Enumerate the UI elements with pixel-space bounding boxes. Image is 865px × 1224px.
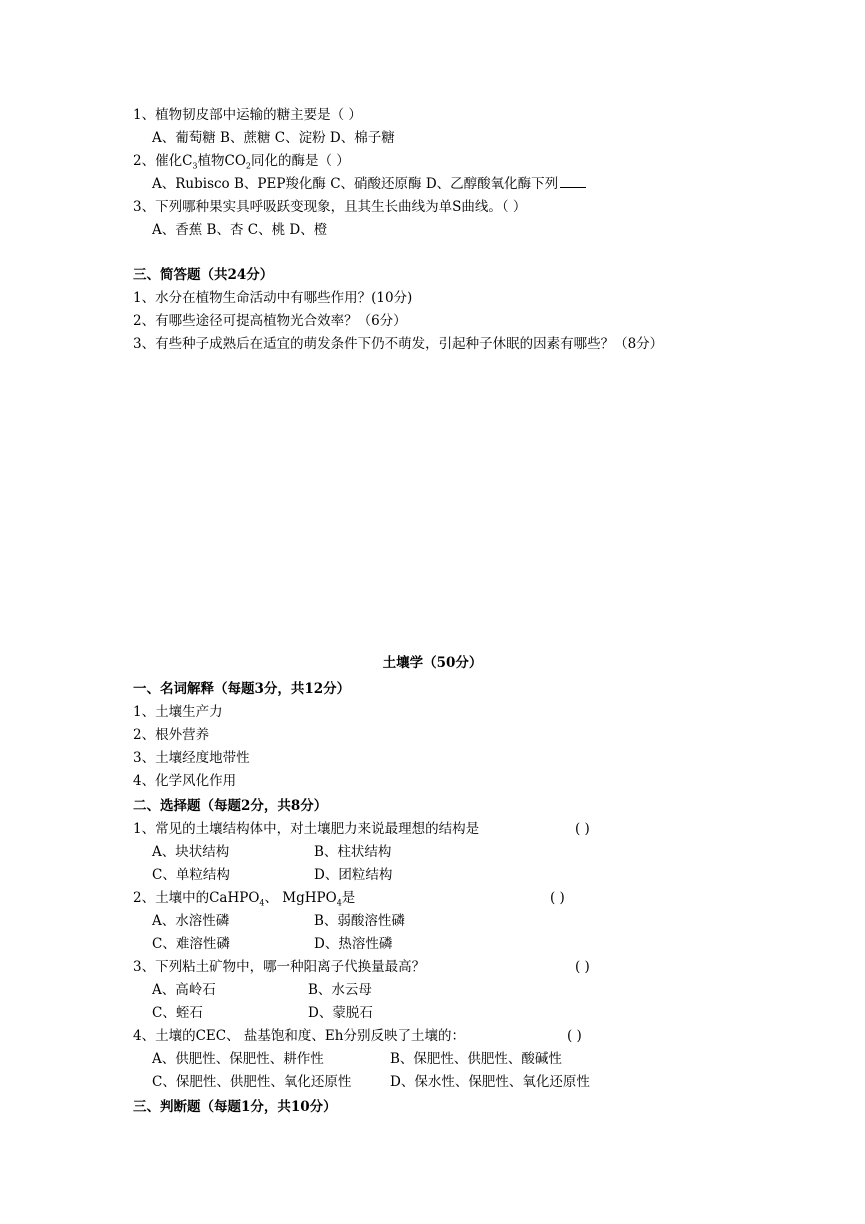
choice-q3-opt-b: B、水云母	[308, 982, 372, 998]
q2-options: A、Rubisco B、PEP羧化酶 C、硝酸还原酶 D、乙醇酸氧化酶下列	[152, 176, 559, 192]
choice-q3-paren: ( )	[575, 959, 590, 975]
choice-q2-pre: 2、土壤中的CaHPO	[133, 890, 260, 906]
choice-q3: 3、下列粘土矿物中，哪一种阳离子代换量最高？	[133, 959, 426, 975]
choice-q4-opt-b: B、保肥性、供肥性、酸碱性	[390, 1051, 562, 1067]
terms-heading: 一、名词解释（每题3分，共12分）	[133, 681, 351, 697]
choice-q1-opt-d: D、团粒结构	[314, 867, 393, 883]
short-answer-item-2: 2、有哪些途径可提高植物光合效率？（6分）	[133, 313, 407, 329]
term-4: 4、化学风化作用	[133, 773, 237, 789]
choice-q2-opt-d: D、热溶性磷	[314, 936, 393, 952]
judge-heading: 三、判断题（每题1分，共10分）	[133, 1099, 337, 1115]
q3-options: A、香蕉 B、杏 C、桃 D、橙	[152, 222, 328, 238]
choice-heading: 二、选择题（每题2分，共8分）	[133, 798, 328, 814]
choice-q2-opt-c: C、难溶性磷	[152, 936, 230, 952]
choice-q1-opt-b: B、柱状结构	[314, 844, 392, 860]
short-answer-heading: 三、简答题（共24分）	[133, 267, 274, 283]
q2-text	[133, 152, 350, 176]
q1-text: 1、植物韧皮部中运输的糖主要是（ ）	[133, 107, 362, 123]
choice-q1-opt-a: A、块状结构	[152, 844, 230, 860]
term-2: 2、根外营养	[133, 727, 210, 743]
soil-title: 土壤学（50分）	[382, 655, 483, 671]
q2-sub1: 3	[192, 161, 198, 171]
choice-q4-opt-c: C、保肥性、供肥性、氧化还原性	[152, 1074, 352, 1090]
choice-q2-sub2: 4	[336, 898, 342, 908]
blank-underline	[560, 175, 586, 188]
choice-q2-paren: ( )	[550, 890, 565, 906]
choice-q2-opt-a: A、水溶性磷	[152, 913, 230, 929]
q2-pre: 2、催化C	[133, 153, 193, 169]
q2-options-line	[152, 175, 586, 193]
choice-q4-paren: ( )	[567, 1028, 582, 1044]
choice-q1-paren: ( )	[575, 821, 590, 837]
choice-q4-opt-a: A、供肥性、保肥性、耕作性	[152, 1051, 324, 1067]
short-answer-item-3: 3、有些种子成熟后在适宜的萌发条件下仍不萌发，引起种子休眠的因素有哪些？（8分）	[133, 336, 664, 352]
choice-q2	[133, 889, 355, 913]
choice-q2-sub1: 4	[259, 898, 265, 908]
choice-q2-post: 是	[341, 890, 356, 906]
choice-q1: 1、常见的土壤结构体中，对土壤肥力来说最理想的结构是	[133, 821, 480, 837]
choice-q2-opt-b: B、弱酸溶性磷	[314, 913, 405, 929]
q2-sub2: 2	[245, 161, 252, 171]
term-1: 1、土壤生产力	[133, 704, 223, 720]
q3-text: 3、下列哪种果实具呼吸跃变现象，且其生长曲线为单S曲线。（ ）	[133, 199, 527, 215]
choice-q4: 4、土壤的CEC、 盐基饱和度、Eh分别反映了土壤的：	[133, 1028, 465, 1044]
q2-mid: 植物CO	[197, 153, 246, 169]
choice-q3-opt-d: D、蒙脱石	[308, 1005, 373, 1021]
choice-q2-mid: 、 MgHPO	[264, 890, 337, 906]
q2-post: 同化的酶是（ ）	[251, 153, 350, 169]
choice-q1-opt-c: C、单粒结构	[152, 867, 230, 883]
choice-q3-opt-a: A、高岭石	[152, 982, 216, 998]
choice-q4-opt-d: D、保水性、保肥性、氧化还原性	[390, 1074, 590, 1090]
q1-options: A、葡萄糖 B、蔗糖 C、淀粉 D、棉子糖	[152, 130, 395, 146]
short-answer-item-1: 1、水分在植物生命活动中有哪些作用？(10分)	[133, 290, 413, 306]
choice-q3-opt-c: C、蛭石	[152, 1005, 203, 1021]
term-3: 3、土壤经度地带性	[133, 750, 250, 766]
